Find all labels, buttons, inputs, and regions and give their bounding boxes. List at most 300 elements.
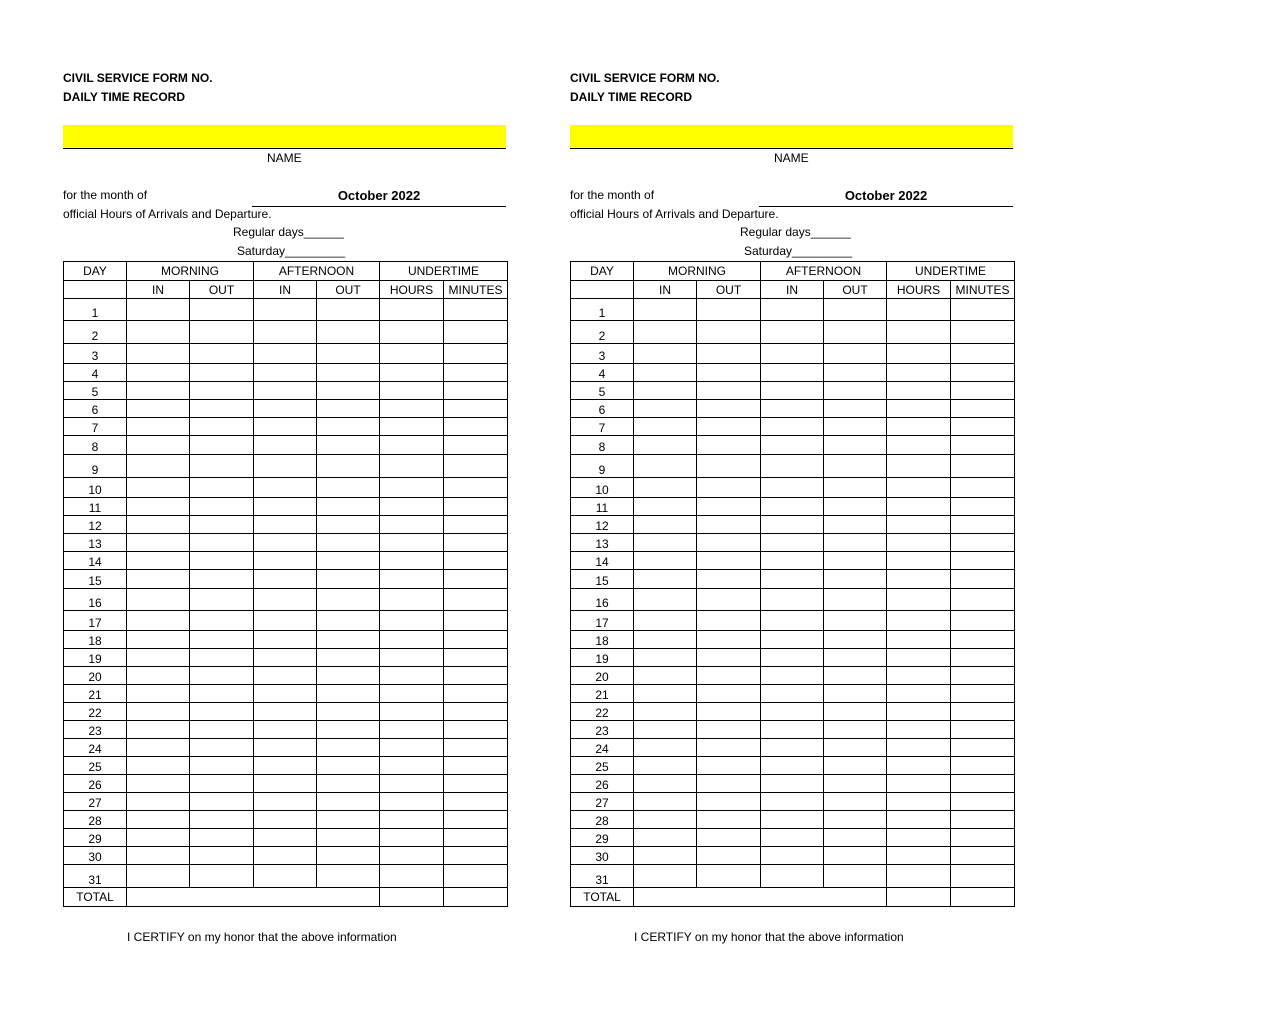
morning-out-cell[interactable] [190,811,254,829]
morning-in-cell[interactable] [634,418,697,436]
morning-in-cell[interactable] [127,299,190,321]
morning-out-cell[interactable] [697,418,761,436]
undertime-hours-cell[interactable] [887,455,951,478]
morning-in-cell[interactable] [634,721,697,739]
afternoon-in-cell[interactable] [761,721,824,739]
morning-out-cell[interactable] [697,344,761,364]
morning-in-cell[interactable] [127,793,190,811]
morning-in-cell[interactable] [127,498,190,516]
undertime-hours-cell[interactable] [887,721,951,739]
morning-in-cell[interactable] [634,829,697,847]
afternoon-out-cell[interactable] [317,299,380,321]
afternoon-in-cell[interactable] [254,589,317,611]
afternoon-out-cell[interactable] [824,418,887,436]
morning-in-cell[interactable] [634,865,697,888]
morning-in-cell[interactable] [127,321,190,344]
afternoon-out-cell[interactable] [824,847,887,865]
afternoon-in-cell[interactable] [761,649,824,667]
morning-in-cell[interactable] [634,649,697,667]
undertime-minutes-cell[interactable] [951,436,1015,455]
undertime-minutes-cell[interactable] [951,829,1015,847]
undertime-hours-cell[interactable] [380,455,444,478]
undertime-minutes-cell[interactable] [444,382,508,400]
afternoon-in-cell[interactable] [254,811,317,829]
morning-out-cell[interactable] [190,299,254,321]
morning-in-cell[interactable] [127,685,190,703]
afternoon-in-cell[interactable] [254,649,317,667]
morning-out-cell[interactable] [697,865,761,888]
morning-out-cell[interactable] [697,382,761,400]
undertime-hours-cell[interactable] [380,811,444,829]
afternoon-out-cell[interactable] [317,829,380,847]
afternoon-in-cell[interactable] [761,344,824,364]
afternoon-in-cell[interactable] [254,552,317,570]
undertime-hours-cell[interactable] [887,534,951,552]
afternoon-out-cell[interactable] [317,418,380,436]
undertime-minutes-cell[interactable] [951,847,1015,865]
afternoon-out-cell[interactable] [824,382,887,400]
undertime-hours-cell[interactable] [887,299,951,321]
morning-in-cell[interactable] [127,344,190,364]
undertime-hours-cell[interactable] [887,498,951,516]
afternoon-in-cell[interactable] [254,721,317,739]
undertime-hours-cell[interactable] [380,589,444,611]
undertime-hours-cell[interactable] [380,685,444,703]
undertime-minutes-cell[interactable] [444,418,508,436]
morning-out-cell[interactable] [190,552,254,570]
undertime-hours-cell[interactable] [380,865,444,888]
afternoon-in-cell[interactable] [254,418,317,436]
undertime-hours-cell[interactable] [887,793,951,811]
afternoon-in-cell[interactable] [254,865,317,888]
afternoon-in-cell[interactable] [254,534,317,552]
afternoon-out-cell[interactable] [824,478,887,498]
afternoon-in-cell[interactable] [761,364,824,382]
undertime-minutes-cell[interactable] [951,865,1015,888]
morning-in-cell[interactable] [634,498,697,516]
morning-out-cell[interactable] [190,611,254,631]
undertime-hours-cell[interactable] [887,478,951,498]
undertime-hours-cell[interactable] [887,382,951,400]
undertime-minutes-cell[interactable] [444,721,508,739]
undertime-hours-cell[interactable] [380,570,444,589]
afternoon-out-cell[interactable] [824,455,887,478]
undertime-hours-cell[interactable] [887,631,951,649]
morning-in-cell[interactable] [127,534,190,552]
morning-out-cell[interactable] [190,649,254,667]
afternoon-out-cell[interactable] [824,400,887,418]
undertime-hours-cell[interactable] [887,703,951,721]
morning-out-cell[interactable] [190,589,254,611]
morning-out-cell[interactable] [697,589,761,611]
morning-out-cell[interactable] [190,865,254,888]
undertime-hours-cell[interactable] [887,418,951,436]
afternoon-in-cell[interactable] [761,739,824,757]
afternoon-out-cell[interactable] [824,364,887,382]
morning-out-cell[interactable] [190,534,254,552]
afternoon-out-cell[interactable] [824,516,887,534]
morning-in-cell[interactable] [127,667,190,685]
undertime-hours-cell[interactable] [887,400,951,418]
afternoon-in-cell[interactable] [254,829,317,847]
undertime-minutes-cell[interactable] [444,498,508,516]
afternoon-out-cell[interactable] [317,775,380,793]
afternoon-in-cell[interactable] [761,685,824,703]
afternoon-out-cell[interactable] [824,685,887,703]
morning-in-cell[interactable] [634,811,697,829]
afternoon-out-cell[interactable] [317,865,380,888]
undertime-hours-cell[interactable] [380,299,444,321]
undertime-minutes-cell[interactable] [444,589,508,611]
afternoon-in-cell[interactable] [254,364,317,382]
undertime-minutes-cell[interactable] [951,775,1015,793]
undertime-minutes-cell[interactable] [444,611,508,631]
afternoon-in-cell[interactable] [761,321,824,344]
undertime-minutes-cell[interactable] [951,382,1015,400]
morning-in-cell[interactable] [127,721,190,739]
morning-out-cell[interactable] [190,703,254,721]
afternoon-out-cell[interactable] [824,299,887,321]
afternoon-in-cell[interactable] [761,552,824,570]
morning-in-cell[interactable] [127,811,190,829]
morning-out-cell[interactable] [190,631,254,649]
undertime-hours-cell[interactable] [887,649,951,667]
morning-out-cell[interactable] [190,685,254,703]
afternoon-in-cell[interactable] [761,611,824,631]
undertime-minutes-cell[interactable] [951,344,1015,364]
afternoon-out-cell[interactable] [317,516,380,534]
morning-in-cell[interactable] [634,793,697,811]
afternoon-in-cell[interactable] [254,847,317,865]
afternoon-in-cell[interactable] [254,400,317,418]
undertime-minutes-cell[interactable] [444,847,508,865]
undertime-minutes-cell[interactable] [951,534,1015,552]
morning-in-cell[interactable] [634,478,697,498]
undertime-minutes-cell[interactable] [444,299,508,321]
afternoon-in-cell[interactable] [254,455,317,478]
morning-out-cell[interactable] [190,516,254,534]
morning-in-cell[interactable] [127,400,190,418]
undertime-hours-cell[interactable] [380,667,444,685]
afternoon-in-cell[interactable] [761,631,824,649]
morning-out-cell[interactable] [697,703,761,721]
undertime-hours-cell[interactable] [887,589,951,611]
morning-out-cell[interactable] [697,534,761,552]
undertime-hours-cell[interactable] [380,516,444,534]
morning-in-cell[interactable] [634,775,697,793]
undertime-minutes-cell[interactable] [444,631,508,649]
undertime-minutes-cell[interactable] [444,865,508,888]
undertime-minutes-cell[interactable] [444,667,508,685]
undertime-hours-cell[interactable] [380,703,444,721]
morning-in-cell[interactable] [127,516,190,534]
undertime-hours-cell[interactable] [887,829,951,847]
undertime-minutes-cell[interactable] [951,589,1015,611]
afternoon-in-cell[interactable] [254,299,317,321]
undertime-hours-cell[interactable] [380,649,444,667]
undertime-minutes-cell[interactable] [444,321,508,344]
afternoon-in-cell[interactable] [761,775,824,793]
undertime-minutes-cell[interactable] [444,829,508,847]
morning-in-cell[interactable] [127,829,190,847]
morning-out-cell[interactable] [697,436,761,455]
morning-in-cell[interactable] [127,455,190,478]
afternoon-out-cell[interactable] [824,793,887,811]
morning-out-cell[interactable] [190,721,254,739]
morning-out-cell[interactable] [697,611,761,631]
undertime-hours-cell[interactable] [380,534,444,552]
total-hours-cell[interactable] [380,888,444,907]
undertime-minutes-cell[interactable] [444,793,508,811]
morning-out-cell[interactable] [190,829,254,847]
afternoon-out-cell[interactable] [317,400,380,418]
undertime-hours-cell[interactable] [380,847,444,865]
undertime-minutes-cell[interactable] [951,552,1015,570]
afternoon-out-cell[interactable] [317,589,380,611]
undertime-minutes-cell[interactable] [444,552,508,570]
afternoon-out-cell[interactable] [317,436,380,455]
undertime-hours-cell[interactable] [380,552,444,570]
afternoon-in-cell[interactable] [254,321,317,344]
afternoon-out-cell[interactable] [824,570,887,589]
morning-in-cell[interactable] [634,382,697,400]
afternoon-out-cell[interactable] [317,811,380,829]
morning-in-cell[interactable] [127,631,190,649]
morning-out-cell[interactable] [190,570,254,589]
morning-in-cell[interactable] [634,436,697,455]
morning-out-cell[interactable] [697,552,761,570]
morning-out-cell[interactable] [697,775,761,793]
undertime-hours-cell[interactable] [887,667,951,685]
morning-out-cell[interactable] [697,570,761,589]
afternoon-out-cell[interactable] [824,321,887,344]
undertime-minutes-cell[interactable] [444,775,508,793]
total-minutes-cell[interactable] [951,888,1015,907]
morning-out-cell[interactable] [697,400,761,418]
afternoon-out-cell[interactable] [824,436,887,455]
morning-in-cell[interactable] [127,703,190,721]
undertime-minutes-cell[interactable] [444,685,508,703]
morning-out-cell[interactable] [697,516,761,534]
afternoon-in-cell[interactable] [761,455,824,478]
morning-in-cell[interactable] [634,589,697,611]
morning-out-cell[interactable] [697,299,761,321]
morning-out-cell[interactable] [190,455,254,478]
undertime-minutes-cell[interactable] [951,455,1015,478]
undertime-minutes-cell[interactable] [951,418,1015,436]
morning-in-cell[interactable] [634,364,697,382]
undertime-minutes-cell[interactable] [444,534,508,552]
afternoon-in-cell[interactable] [761,418,824,436]
morning-out-cell[interactable] [697,757,761,775]
morning-in-cell[interactable] [634,611,697,631]
morning-in-cell[interactable] [634,321,697,344]
morning-out-cell[interactable] [190,321,254,344]
afternoon-out-cell[interactable] [317,631,380,649]
morning-out-cell[interactable] [697,793,761,811]
afternoon-out-cell[interactable] [317,498,380,516]
afternoon-out-cell[interactable] [824,739,887,757]
morning-in-cell[interactable] [127,382,190,400]
undertime-hours-cell[interactable] [380,382,444,400]
undertime-hours-cell[interactable] [380,631,444,649]
undertime-minutes-cell[interactable] [951,611,1015,631]
morning-out-cell[interactable] [190,667,254,685]
afternoon-out-cell[interactable] [317,455,380,478]
morning-in-cell[interactable] [634,552,697,570]
afternoon-out-cell[interactable] [824,498,887,516]
afternoon-out-cell[interactable] [824,757,887,775]
morning-in-cell[interactable] [127,739,190,757]
undertime-minutes-cell[interactable] [951,811,1015,829]
total-time-cell[interactable] [634,888,887,907]
morning-in-cell[interactable] [127,478,190,498]
morning-in-cell[interactable] [634,400,697,418]
undertime-hours-cell[interactable] [887,739,951,757]
morning-in-cell[interactable] [127,570,190,589]
undertime-minutes-cell[interactable] [951,400,1015,418]
undertime-minutes-cell[interactable] [951,631,1015,649]
morning-out-cell[interactable] [697,847,761,865]
undertime-minutes-cell[interactable] [951,703,1015,721]
undertime-minutes-cell[interactable] [951,721,1015,739]
afternoon-in-cell[interactable] [254,667,317,685]
afternoon-in-cell[interactable] [254,631,317,649]
afternoon-out-cell[interactable] [824,667,887,685]
morning-in-cell[interactable] [127,611,190,631]
afternoon-out-cell[interactable] [824,534,887,552]
afternoon-in-cell[interactable] [254,793,317,811]
morning-out-cell[interactable] [190,364,254,382]
afternoon-out-cell[interactable] [317,649,380,667]
undertime-hours-cell[interactable] [887,516,951,534]
undertime-minutes-cell[interactable] [444,364,508,382]
undertime-minutes-cell[interactable] [951,649,1015,667]
morning-in-cell[interactable] [127,552,190,570]
morning-in-cell[interactable] [127,589,190,611]
morning-in-cell[interactable] [634,847,697,865]
afternoon-in-cell[interactable] [761,847,824,865]
undertime-hours-cell[interactable] [887,865,951,888]
undertime-minutes-cell[interactable] [444,478,508,498]
undertime-minutes-cell[interactable] [444,649,508,667]
undertime-hours-cell[interactable] [380,478,444,498]
afternoon-in-cell[interactable] [254,382,317,400]
afternoon-in-cell[interactable] [761,757,824,775]
undertime-hours-cell[interactable] [380,775,444,793]
morning-in-cell[interactable] [127,757,190,775]
undertime-minutes-cell[interactable] [951,364,1015,382]
undertime-hours-cell[interactable] [380,344,444,364]
afternoon-in-cell[interactable] [254,757,317,775]
afternoon-out-cell[interactable] [824,589,887,611]
name-field-highlight[interactable] [570,125,1013,147]
morning-out-cell[interactable] [190,436,254,455]
afternoon-in-cell[interactable] [761,436,824,455]
afternoon-in-cell[interactable] [761,299,824,321]
afternoon-in-cell[interactable] [761,811,824,829]
undertime-minutes-cell[interactable] [951,498,1015,516]
undertime-hours-cell[interactable] [380,364,444,382]
afternoon-in-cell[interactable] [254,498,317,516]
morning-in-cell[interactable] [127,364,190,382]
afternoon-in-cell[interactable] [761,589,824,611]
undertime-hours-cell[interactable] [887,611,951,631]
morning-in-cell[interactable] [634,516,697,534]
afternoon-out-cell[interactable] [317,611,380,631]
undertime-minutes-cell[interactable] [951,299,1015,321]
morning-out-cell[interactable] [697,364,761,382]
afternoon-out-cell[interactable] [824,649,887,667]
afternoon-out-cell[interactable] [824,552,887,570]
morning-in-cell[interactable] [634,534,697,552]
undertime-hours-cell[interactable] [380,498,444,516]
undertime-hours-cell[interactable] [380,739,444,757]
undertime-minutes-cell[interactable] [444,757,508,775]
morning-out-cell[interactable] [190,382,254,400]
morning-in-cell[interactable] [634,299,697,321]
morning-in-cell[interactable] [127,847,190,865]
morning-out-cell[interactable] [697,739,761,757]
undertime-minutes-cell[interactable] [444,344,508,364]
afternoon-out-cell[interactable] [317,344,380,364]
morning-out-cell[interactable] [190,344,254,364]
undertime-minutes-cell[interactable] [951,757,1015,775]
afternoon-in-cell[interactable] [254,611,317,631]
afternoon-out-cell[interactable] [317,703,380,721]
afternoon-in-cell[interactable] [761,570,824,589]
undertime-hours-cell[interactable] [380,793,444,811]
morning-in-cell[interactable] [127,865,190,888]
afternoon-in-cell[interactable] [761,534,824,552]
undertime-hours-cell[interactable] [887,757,951,775]
afternoon-out-cell[interactable] [824,829,887,847]
undertime-minutes-cell[interactable] [444,703,508,721]
undertime-minutes-cell[interactable] [951,793,1015,811]
afternoon-in-cell[interactable] [761,829,824,847]
afternoon-in-cell[interactable] [254,703,317,721]
afternoon-out-cell[interactable] [317,721,380,739]
undertime-minutes-cell[interactable] [951,739,1015,757]
afternoon-out-cell[interactable] [824,775,887,793]
morning-out-cell[interactable] [190,775,254,793]
morning-out-cell[interactable] [697,478,761,498]
afternoon-in-cell[interactable] [254,775,317,793]
afternoon-in-cell[interactable] [254,516,317,534]
afternoon-in-cell[interactable] [761,382,824,400]
morning-out-cell[interactable] [190,793,254,811]
afternoon-out-cell[interactable] [317,552,380,570]
afternoon-in-cell[interactable] [761,498,824,516]
undertime-hours-cell[interactable] [887,344,951,364]
afternoon-in-cell[interactable] [254,478,317,498]
morning-in-cell[interactable] [634,667,697,685]
afternoon-out-cell[interactable] [824,631,887,649]
morning-out-cell[interactable] [697,455,761,478]
undertime-hours-cell[interactable] [380,436,444,455]
name-field-highlight[interactable] [63,125,506,147]
undertime-minutes-cell[interactable] [444,400,508,418]
undertime-minutes-cell[interactable] [951,685,1015,703]
afternoon-in-cell[interactable] [761,667,824,685]
afternoon-out-cell[interactable] [317,685,380,703]
afternoon-in-cell[interactable] [761,703,824,721]
afternoon-out-cell[interactable] [824,865,887,888]
afternoon-in-cell[interactable] [761,865,824,888]
morning-in-cell[interactable] [634,570,697,589]
undertime-minutes-cell[interactable] [951,321,1015,344]
total-hours-cell[interactable] [887,888,951,907]
